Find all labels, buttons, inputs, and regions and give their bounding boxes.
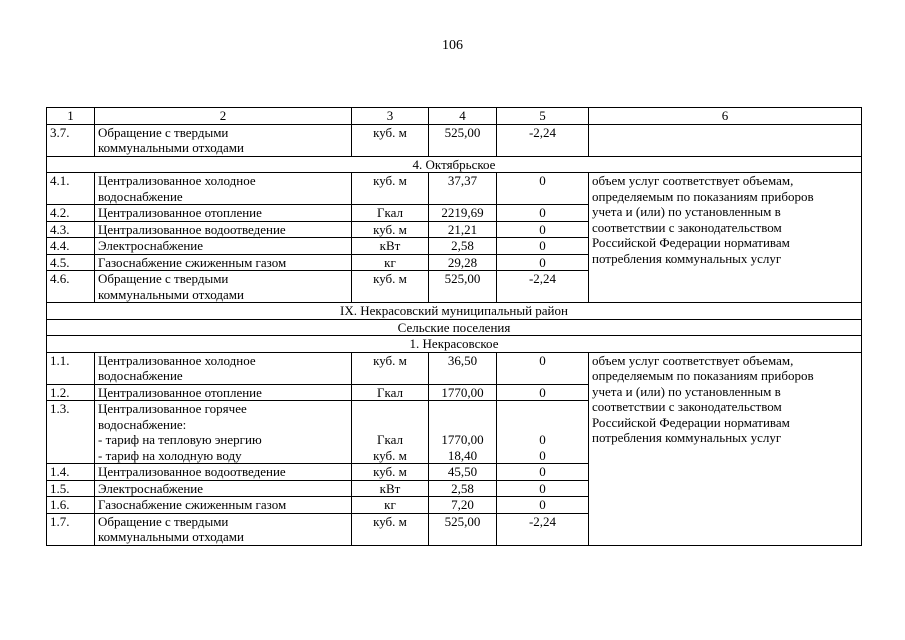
- cell-line: 1770,00: [441, 384, 484, 400]
- cell-line: куб. м: [373, 513, 407, 529]
- section-title: 1. Некрасовское: [47, 336, 862, 353]
- cell-line: [432, 417, 493, 433]
- item-number: 1.4.: [47, 464, 95, 481]
- service-name: [95, 205, 352, 222]
- cell-line: [500, 417, 585, 433]
- unit-cell: [352, 221, 429, 238]
- unit-cell: [352, 480, 429, 497]
- service-name: [95, 124, 352, 156]
- cell-line: Газоснабжение сжиженным газом: [98, 254, 287, 270]
- service-name: [95, 254, 352, 271]
- value-cell: [429, 173, 497, 205]
- cell-line: кВт: [379, 480, 401, 496]
- value-cell: [429, 352, 497, 384]
- cell-line: коммунальными отходами: [98, 140, 244, 155]
- cell-line: Газоснабжение сжиженным газом: [98, 497, 287, 512]
- cell-line: Электроснабжение: [98, 480, 204, 496]
- cell-line: Централизованное холодное: [98, 173, 256, 188]
- cell-line: 36,50: [447, 352, 478, 368]
- cell-line: объем услуг соответствует объемам,: [592, 352, 794, 368]
- cell-line: -2,24: [528, 271, 557, 286]
- cell-line: куб. м: [373, 221, 407, 237]
- value-cell: [429, 271, 497, 303]
- unit-cell: [352, 384, 429, 401]
- section-row: [47, 156, 862, 173]
- value-cell: [429, 221, 497, 238]
- cell-line: Гкал: [376, 432, 403, 447]
- cell-line: 0: [539, 497, 546, 512]
- table-row: [47, 173, 862, 205]
- service-name: [95, 238, 352, 255]
- cell-line: учета и (или) по установленным в: [592, 383, 781, 399]
- cell-line: 2,58: [451, 480, 474, 496]
- cell-line: кг: [384, 497, 396, 512]
- change-cell: [497, 401, 589, 464]
- tariff-table: [46, 107, 862, 546]
- cell-line: 525,00: [444, 124, 481, 140]
- item-number: 1.7.: [47, 513, 95, 545]
- cell-line: 0: [539, 447, 546, 463]
- cell-line: Российской Федерации нормативам: [592, 414, 790, 430]
- service-name: [95, 480, 352, 497]
- unit-cell: [352, 173, 429, 205]
- cell-line: 2,58: [451, 238, 474, 253]
- cell-line: 525,00: [444, 271, 481, 286]
- column-header: 2: [95, 108, 352, 125]
- cell-line: куб. м: [373, 124, 407, 140]
- value-cell: [429, 254, 497, 271]
- item-number: 4.2.: [47, 205, 95, 222]
- unit-cell: [352, 124, 429, 156]
- cell-line: потребления коммунальных услуг: [592, 250, 782, 266]
- cell-line: Централизованное водоотведение: [98, 221, 286, 237]
- unit-cell: [352, 464, 429, 481]
- cell-line: Обращение с твердыми: [98, 124, 229, 140]
- cell-line: определяемым по показаниям приборов: [592, 368, 814, 383]
- unit-cell: [352, 254, 429, 271]
- service-name: [95, 497, 352, 514]
- cell-line: коммунальными отходами: [98, 529, 244, 544]
- unit-cell: [352, 513, 429, 545]
- cell-line: 0: [539, 464, 546, 479]
- cell-line: коммунальными отходами: [98, 286, 244, 302]
- cell-line: 0: [539, 221, 546, 237]
- unit-cell: [352, 497, 429, 514]
- change-cell: [497, 254, 589, 271]
- cell-line: - тариф на холодную воду: [98, 447, 242, 463]
- unit-cell: [352, 401, 429, 464]
- value-cell: [429, 497, 497, 514]
- cell-line: 0: [539, 352, 546, 368]
- cell-line: -2,24: [528, 124, 557, 140]
- cell-line: [500, 401, 585, 417]
- cell-line: кг: [384, 254, 396, 270]
- change-cell: [497, 205, 589, 222]
- cell-line: куб. м: [373, 464, 407, 479]
- cell-line: Централизованное холодное: [98, 352, 256, 368]
- item-number: 4.1.: [47, 173, 95, 205]
- cell-line: водоснабжение: [98, 368, 183, 383]
- cell-line: 18,40: [447, 447, 478, 463]
- table-row: [47, 352, 862, 384]
- cell-line: определяемым по показаниям приборов: [592, 188, 814, 204]
- section-row: [47, 319, 862, 336]
- change-cell: [497, 480, 589, 497]
- cell-line: 45,50: [447, 464, 478, 479]
- change-cell: [497, 497, 589, 514]
- section-row: [47, 336, 862, 353]
- cell-line: Российской Федерации нормативам: [592, 235, 790, 250]
- cell-line: Обращение с твердыми: [98, 271, 229, 286]
- change-cell: [497, 221, 589, 238]
- service-name: [95, 173, 352, 205]
- value-cell: [429, 513, 497, 545]
- cell-line: Централизованное горячее: [98, 401, 247, 416]
- column-header: 6: [589, 108, 862, 125]
- service-name: [95, 271, 352, 303]
- section-title: Сельские поселения: [47, 319, 862, 336]
- value-cell: [429, 401, 497, 464]
- change-cell: [497, 464, 589, 481]
- cell-line: соответствии с законодательством: [592, 219, 782, 235]
- cell-line: кВт: [379, 238, 401, 253]
- service-name: [95, 384, 352, 401]
- unit-cell: [352, 352, 429, 384]
- service-name: [95, 401, 352, 464]
- cell-line: [355, 417, 425, 433]
- cell-line: 0: [539, 384, 546, 400]
- cell-line: Централизованное отопление: [98, 384, 262, 400]
- cell-line: Гкал: [376, 384, 403, 400]
- cell-line: - тариф на тепловую энергию: [98, 432, 262, 447]
- item-number: 1.5.: [47, 480, 95, 497]
- change-cell: [497, 173, 589, 205]
- column-header: 3: [352, 108, 429, 125]
- cell-line: 37,37: [447, 173, 478, 188]
- value-cell: [429, 464, 497, 481]
- change-cell: [497, 384, 589, 401]
- cell-line: куб. м: [373, 352, 407, 368]
- cell-line: 0: [539, 205, 546, 220]
- section-title: IX. Некрасовский муниципальный район: [47, 303, 862, 320]
- cell-line: 7,20: [451, 497, 474, 512]
- cell-line: [355, 401, 425, 417]
- unit-cell: [352, 205, 429, 222]
- value-cell: [429, 124, 497, 156]
- cell-line: 2219,69: [441, 205, 484, 220]
- unit-cell: [352, 238, 429, 255]
- item-number: 1.3.: [47, 401, 95, 464]
- cell-line: Гкал: [376, 205, 403, 220]
- section-title: 4. Октябрьское: [47, 156, 862, 173]
- cell-line: Централизованное отопление: [98, 205, 262, 220]
- cell-line: 0: [539, 480, 546, 496]
- cell-line: водоснабжение:: [98, 416, 187, 432]
- cell-line: учета и (или) по установленным в: [592, 204, 781, 219]
- cell-line: 1770,00: [441, 432, 484, 447]
- cell-line: Централизованное водоотведение: [98, 464, 286, 479]
- cell-line: Обращение с твердыми: [98, 513, 229, 529]
- cell-line: 0: [539, 238, 546, 253]
- cell-line: 21,21: [447, 221, 478, 237]
- cell-line: 525,00: [444, 513, 481, 529]
- value-cell: [429, 480, 497, 497]
- cell-line: 0: [539, 432, 546, 447]
- column-header: 5: [497, 108, 589, 125]
- column-header: 4: [429, 108, 497, 125]
- table-row: [47, 124, 862, 156]
- value-cell: [429, 238, 497, 255]
- change-cell: [497, 352, 589, 384]
- value-cell: [429, 384, 497, 401]
- item-number: 4.3.: [47, 221, 95, 238]
- item-number: 4.4.: [47, 238, 95, 255]
- note-cell: [589, 352, 862, 545]
- change-cell: [497, 124, 589, 156]
- cell-line: соответствии с законодательством: [592, 399, 782, 414]
- service-name: [95, 352, 352, 384]
- page-number: 106: [442, 38, 463, 53]
- column-header: 1: [47, 108, 95, 125]
- service-name: [95, 464, 352, 481]
- cell-line: куб. м: [373, 173, 407, 188]
- cell-line: водоснабжение: [98, 188, 183, 204]
- change-cell: [497, 238, 589, 255]
- change-cell: [497, 513, 589, 545]
- cell-line: [432, 401, 493, 417]
- section-row: [47, 303, 862, 320]
- cell-line: -2,24: [528, 513, 557, 529]
- change-cell: [497, 271, 589, 303]
- service-name: [95, 221, 352, 238]
- item-number: 1.1.: [47, 352, 95, 384]
- value-cell: [429, 205, 497, 222]
- unit-cell: [352, 271, 429, 303]
- cell-line: 0: [539, 254, 546, 270]
- cell-line: куб. м: [373, 271, 407, 286]
- cell-line: потребления коммунальных услуг: [592, 430, 782, 445]
- item-number: 1.6.: [47, 497, 95, 514]
- item-number: 4.5.: [47, 254, 95, 271]
- cell-line: объем услуг соответствует объемам,: [592, 173, 794, 188]
- cell-line: 29,28: [447, 254, 478, 270]
- cell-line: Электроснабжение: [98, 238, 204, 253]
- item-number: 4.6.: [47, 271, 95, 303]
- item-number: 1.2.: [47, 384, 95, 401]
- service-name: [95, 513, 352, 545]
- note-cell: [589, 173, 862, 303]
- cell-line: куб. м: [373, 447, 407, 463]
- header-row: [47, 108, 862, 125]
- item-number: 3.7.: [47, 124, 95, 156]
- empty-note-cell: [589, 124, 862, 156]
- cell-line: 0: [539, 173, 546, 188]
